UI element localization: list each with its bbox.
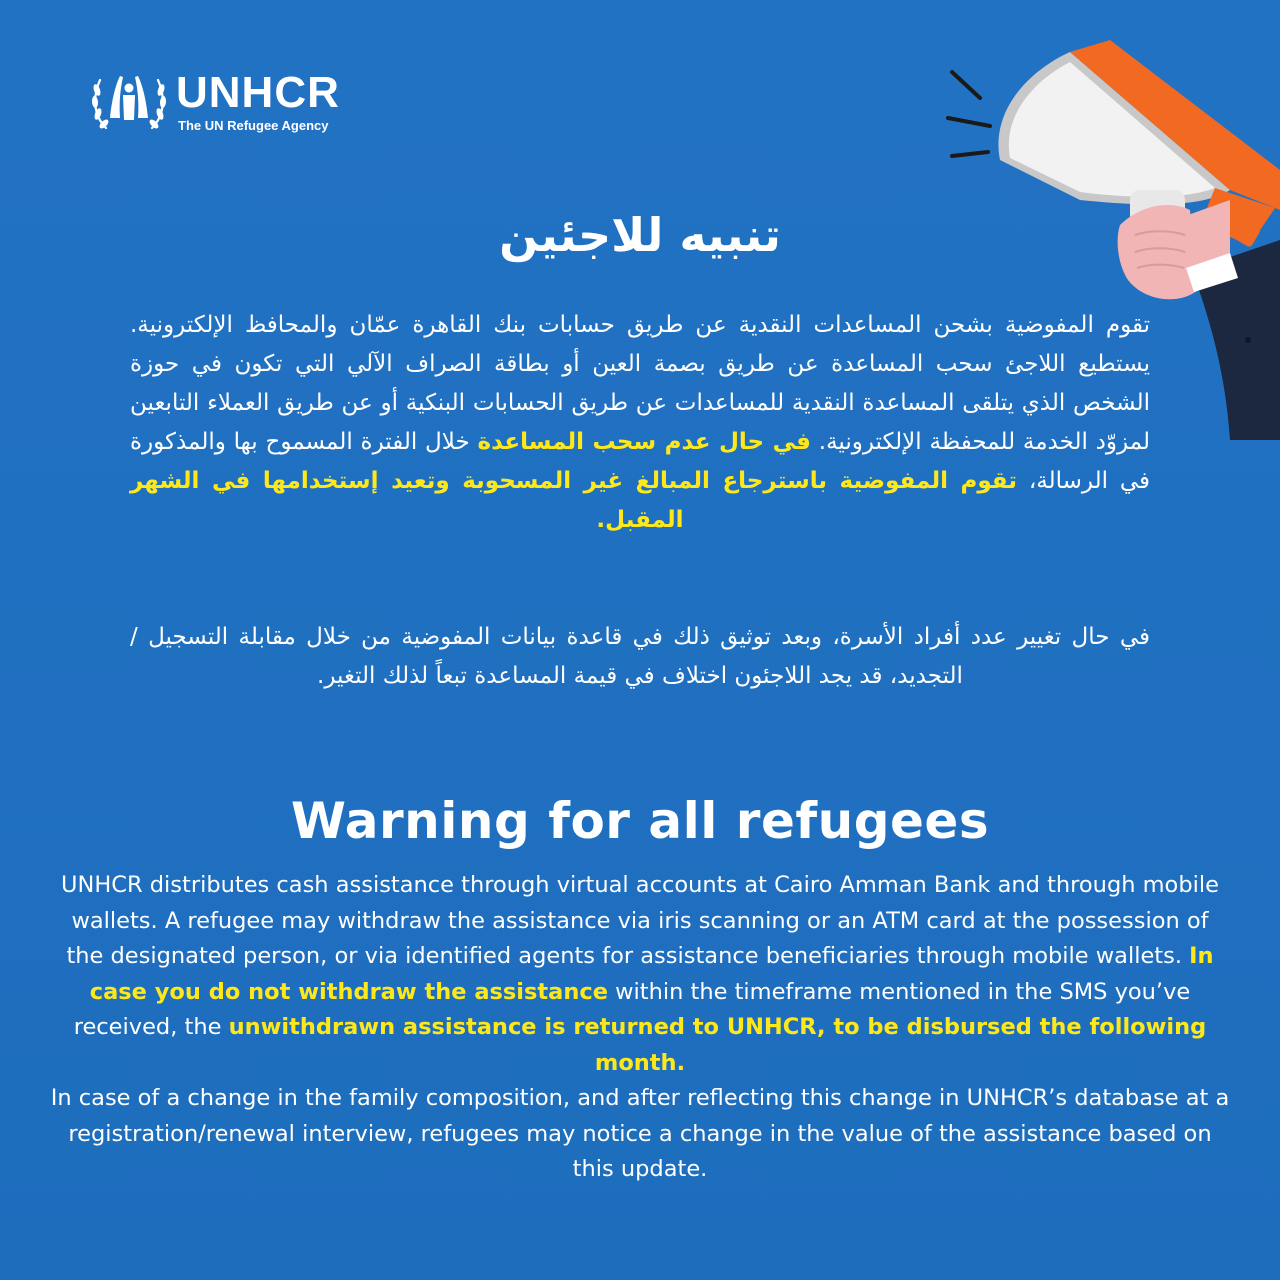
- logo-subtitle: The UN Refugee Agency: [178, 117, 329, 133]
- unhcr-logo: [90, 68, 340, 134]
- english-highlight-2: unwithdrawn assistance is returned to UNHCR, to be disbursed the following month.: [228, 1014, 1207, 1076]
- arabic-paragraph-2: في حال تغيير عدد أفراد الأسرة، وبعد توثيق ذلك في قاعدة بيانات المفوضية من خلال مقابلة التسجيل / التجديد، قد يجد اللاجئون اختلاف في قيمة المساعدة تبعاً لذلك التغير.: [130, 624, 1150, 689]
- english-highlight-1: In case you do not withdraw the assistance: [89, 943, 1214, 1005]
- arabic-p1-text-1: تقوم المفوضية بشحن المساعدات النقدية عن طريق حسابات بنك القاهرة عمّان والمحافظ الإلكترونية. يستطيع اللاجئ سحب المساعدة عن طريق بصمة العين أو بطاقة الصراف الآلي التي تكون في حوزة الشخص الذي يتلقى المساعدة النقدية للمساعدات عن طريق الحسابات البنكية أو عن طريق العملاء التابعين لمزوّد الخدمة للمحفظة الإلكترونية.: [130, 312, 1151, 455]
- arabic-p1-highlight-1: في حال عدم سحب المساعدة: [477, 429, 811, 455]
- arabic-p1-highlight-2: تقوم المفوضية باسترجاع المبالغ غير المسحوبة وتعيد إستخدامها في الشهر المقبل.: [130, 468, 1018, 533]
- english-paragraph: [50, 868, 1230, 1188]
- english-text-1: UNHCR distributes cash assistance through virtual accounts at Cairo Amman Bank and through mobile wallets. A refugee may withdraw the assistance via iris scanning or an ATM card at the possession of the designated person, or via identified agents for assistance beneficiaries through mobile wallets.: [61, 872, 1219, 969]
- english-text-2: within the timeframe mentioned in the SMS you’ve received, the: [73, 978, 1191, 1040]
- logo-name: UNHCR: [176, 67, 340, 117]
- unhcr-emblem-icon: [90, 68, 168, 134]
- arabic-title: تنبيه للاجئين: [499, 208, 781, 262]
- arabic-p1-text-2: خلال الفترة المسموح بها والمذكورة في الرسالة،: [130, 429, 1151, 494]
- arabic-paragraph-1: [130, 306, 1150, 540]
- english-text-3: In case of a change in the family composition, and after reflecting this change in UNHCR’s database at a registration/renewal interview, refugees may notice a change in the value of the assistance based on this update.: [50, 1085, 1230, 1182]
- english-title: Warning for all refugees: [290, 792, 990, 850]
